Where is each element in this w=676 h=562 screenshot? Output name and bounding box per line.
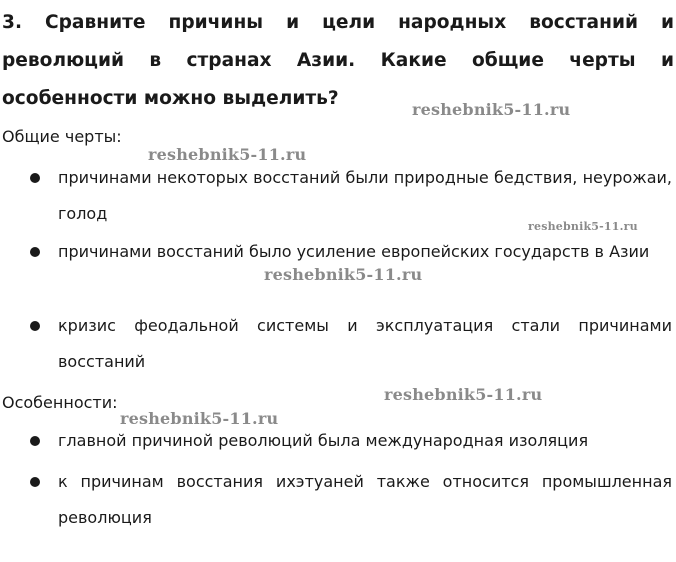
bullet-dot [30,436,40,446]
features-label: Особенности: [2,393,118,412]
watermark: reshebnik5-11.ru [148,145,307,164]
bullet-dot [30,173,40,183]
features-item-1: главной причиной революций была международная изоляция [58,431,589,450]
question-heading: 3. Сравните причины и цели народных восстаний и революций в странах Азии. Какие общие черты и особенности можно выделить? [2,12,674,109]
bullet-dot [30,247,40,257]
common-item-1: причинами некоторых восстаний были природные бедствия, неурожаи, голод [58,168,672,223]
common-features-label: Общие черты: [2,127,122,146]
watermark: reshebnik5-11.ru [384,385,543,404]
bullet-dot [30,477,40,487]
common-item-3: кризис феодальной системы и эксплуатация стали причинами восстаний [58,316,672,371]
common-item-2: причинами восстаний было усиление европейских государств в Азии [58,242,650,261]
watermark: reshebnik5-11.ru [264,265,423,284]
features-item-2: к причинам восстания ихэтуаней также относится промышленная революция [58,472,672,527]
bullet-dot [30,321,40,331]
watermark: reshebnik5-11.ru [528,220,638,233]
watermark: reshebnik5-11.ru [120,409,279,428]
watermark: reshebnik5-11.ru [412,100,571,119]
